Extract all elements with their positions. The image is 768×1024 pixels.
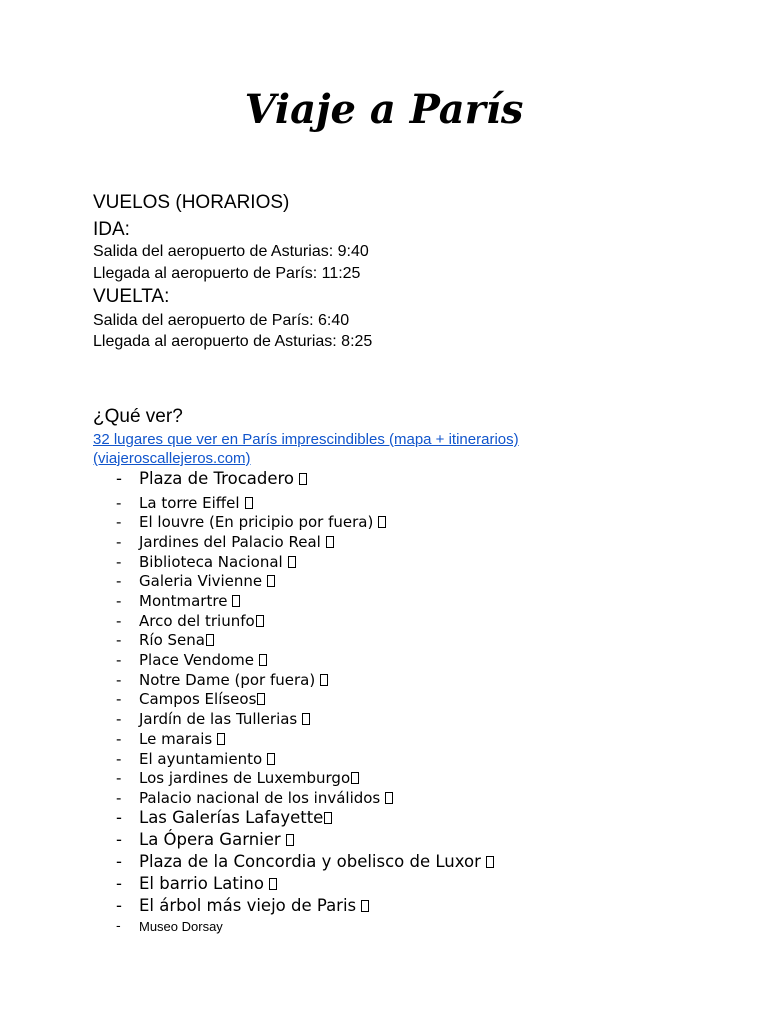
vuelta-label: VUELTA: — [93, 286, 170, 307]
bullet-dash: - — [116, 494, 122, 512]
missing-glyph-box-icon — [288, 556, 296, 568]
list-item-label: Biblioteca Nacional — [139, 553, 296, 571]
ida-departure: Salida del aeropuerto de Asturias: 9:40 — [93, 243, 369, 260]
bullet-dash: - — [116, 919, 121, 934]
list-item-label: Jardines del Palacio Real — [139, 533, 334, 551]
guide-link-line-1[interactable]: 32 lugares que ver en París imprescindibles (mapa + itinerarios) — [93, 431, 519, 448]
list-item-label: Notre Dame (por fuera) — [139, 671, 328, 689]
bullet-dash: - — [116, 750, 122, 768]
bullet-dash: - — [116, 469, 122, 488]
document-title: Viaje a París — [244, 86, 524, 133]
missing-glyph-box-icon — [486, 856, 494, 868]
list-item-label: Las Galerías Lafayette — [139, 808, 332, 827]
missing-glyph-box-icon — [299, 473, 307, 485]
list-item-label: Campos Elíseos — [139, 690, 265, 708]
bullet-dash: - — [116, 513, 122, 531]
bullet-dash: - — [116, 830, 122, 849]
missing-glyph-box-icon — [245, 497, 253, 509]
list-item-label: El barrio Latino — [139, 874, 277, 893]
bullet-dash: - — [116, 874, 122, 893]
missing-glyph-box-icon — [351, 772, 359, 784]
bullet-dash: - — [116, 808, 122, 827]
ida-label: IDA: — [93, 219, 130, 240]
missing-glyph-box-icon — [267, 575, 275, 587]
list-item-label: El louvre (En pricipio por fuera) — [139, 513, 386, 531]
list-item-label: La torre Eiffel — [139, 494, 253, 512]
list-item-label: Museo Dorsay — [139, 919, 223, 934]
bullet-dash: - — [116, 612, 122, 630]
bullet-dash: - — [116, 710, 122, 728]
missing-glyph-box-icon — [320, 674, 328, 686]
list-item-label: Los jardines de Luxemburgo — [139, 769, 359, 787]
bullet-dash: - — [116, 592, 122, 610]
missing-glyph-box-icon — [206, 634, 214, 646]
missing-glyph-box-icon — [259, 654, 267, 666]
bullet-dash: - — [116, 730, 122, 748]
bullet-dash: - — [116, 852, 122, 871]
bullet-dash: - — [116, 690, 122, 708]
missing-glyph-box-icon — [385, 792, 393, 804]
missing-glyph-box-icon — [324, 812, 332, 824]
list-item-label: Palacio nacional de los inválidos — [139, 789, 393, 807]
list-item-label: Río Sena — [139, 631, 214, 649]
bullet-dash: - — [116, 533, 122, 551]
list-item-label: La Ópera Garnier — [139, 830, 294, 849]
list-item-label: Plaza de Trocadero — [139, 469, 307, 488]
missing-glyph-box-icon — [217, 733, 225, 745]
list-item-label: Le marais — [139, 730, 225, 748]
see-heading: ¿Qué ver? — [93, 406, 183, 427]
vuelta-arrival: Llegada al aeropuerto de Asturias: 8:25 — [93, 333, 373, 350]
flights-heading: VUELOS (HORARIOS) — [93, 192, 290, 213]
missing-glyph-box-icon — [256, 615, 264, 627]
list-item-label: El árbol más viejo de Paris — [139, 896, 369, 915]
missing-glyph-box-icon — [267, 753, 275, 765]
bullet-dash: - — [116, 553, 122, 571]
missing-glyph-box-icon — [378, 516, 386, 528]
bullet-dash: - — [116, 572, 122, 590]
bullet-dash: - — [116, 896, 122, 915]
missing-glyph-box-icon — [302, 713, 310, 725]
bullet-dash: - — [116, 789, 122, 807]
list-item-label: Montmartre — [139, 592, 240, 610]
ida-arrival: Llegada al aeropuerto de París: 11:25 — [93, 265, 361, 282]
list-item-label: Galeria Vivienne — [139, 572, 275, 590]
missing-glyph-box-icon — [326, 536, 334, 548]
missing-glyph-box-icon — [361, 900, 369, 912]
vuelta-departure: Salida del aeropuerto de París: 6:40 — [93, 312, 350, 329]
bullet-dash: - — [116, 631, 122, 649]
list-item-label: Arco del triunfo — [139, 612, 264, 630]
missing-glyph-box-icon — [286, 834, 294, 846]
missing-glyph-box-icon — [257, 693, 265, 705]
bullet-dash: - — [116, 651, 122, 669]
list-item-label: El ayuntamiento — [139, 750, 275, 768]
bullet-dash: - — [116, 769, 122, 787]
missing-glyph-box-icon — [269, 878, 277, 890]
list-item-label: Plaza de la Concordia y obelisco de Luxor — [139, 852, 494, 871]
bullet-dash: - — [116, 671, 122, 689]
list-item-label: Jardín de las Tullerias — [139, 710, 310, 728]
missing-glyph-box-icon — [232, 595, 240, 607]
guide-link-line-2[interactable]: (viajeroscallejeros.com) — [93, 450, 251, 467]
list-item-label: Place Vendome — [139, 651, 267, 669]
